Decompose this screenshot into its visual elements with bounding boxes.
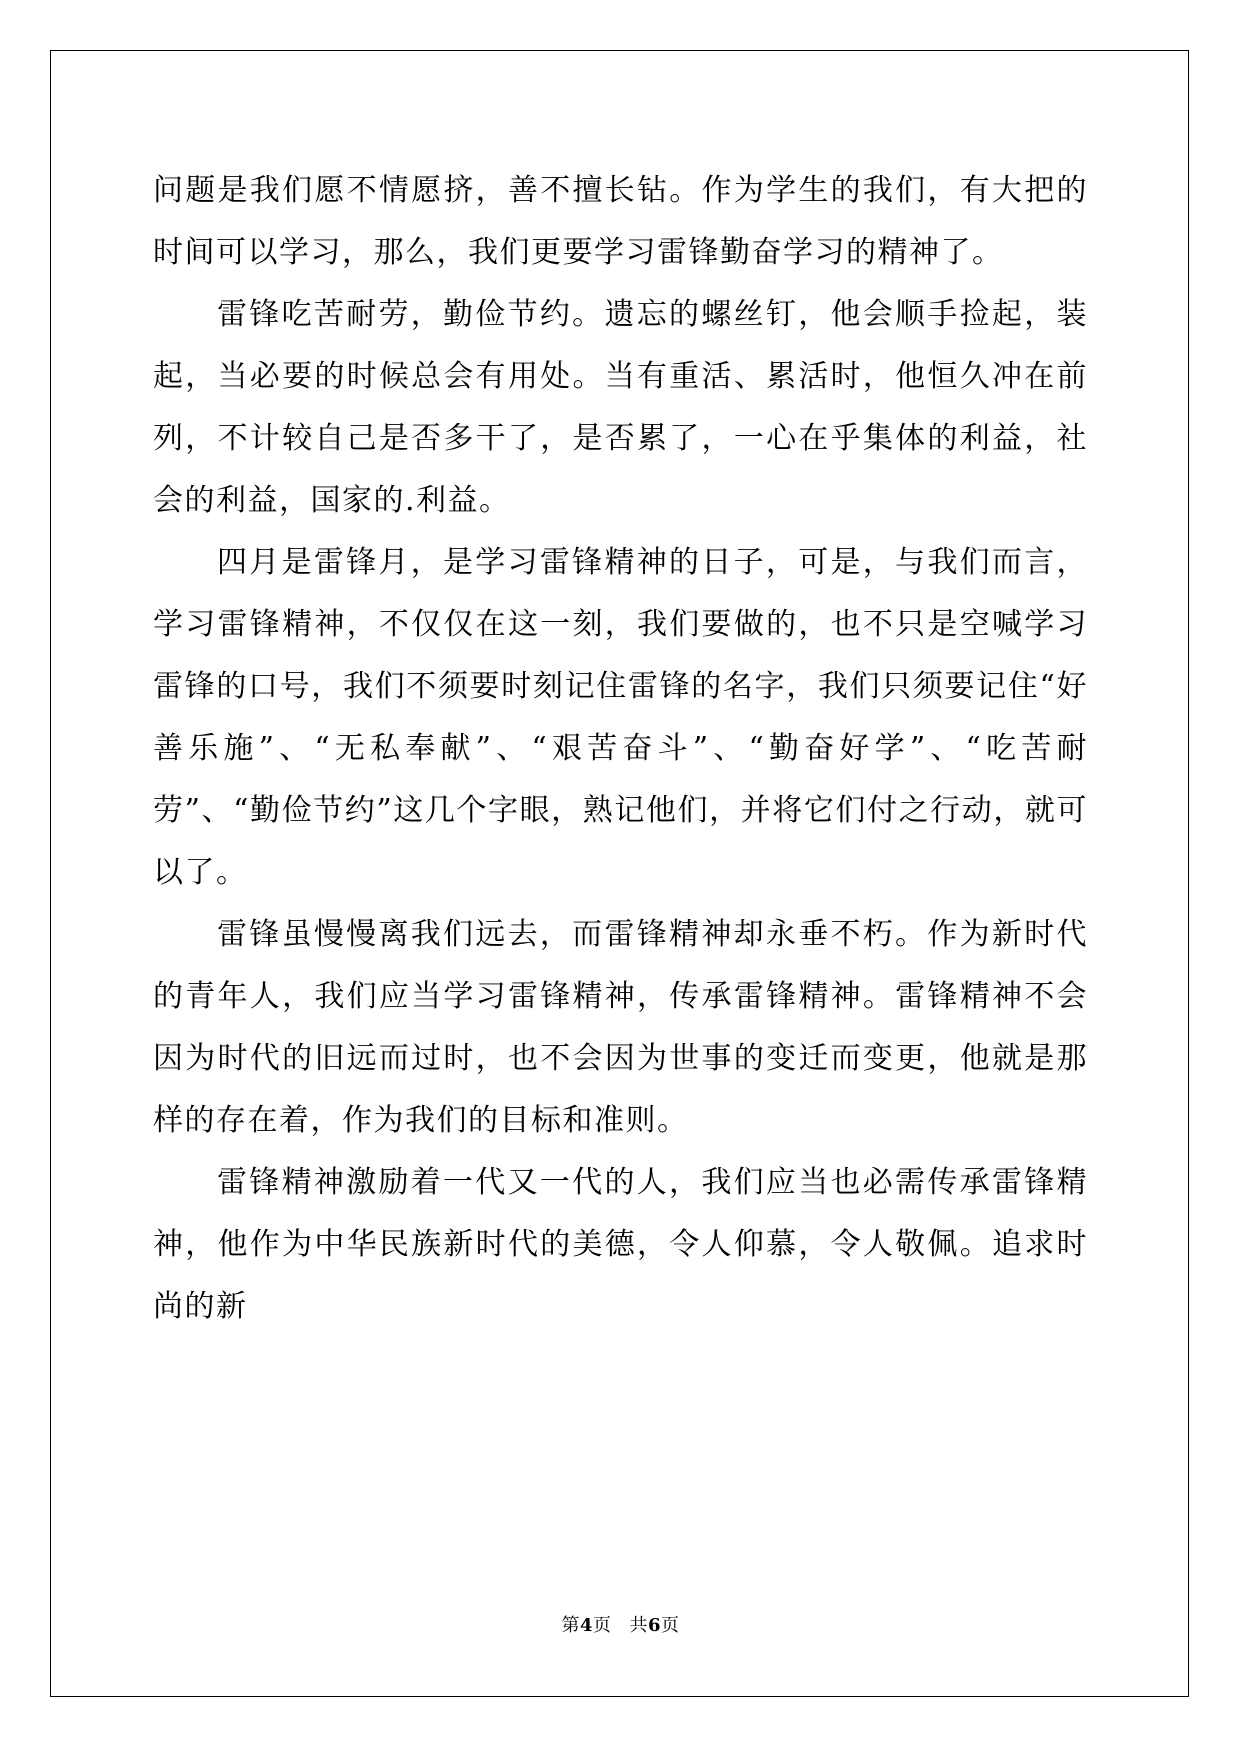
total-label-prefix: 共	[629, 1615, 648, 1636]
total-label-suffix: 页	[661, 1615, 680, 1636]
page-label-suffix: 页	[593, 1615, 612, 1636]
paragraph-3: 四月是雷锋月，是学习雷锋精神的日子，可是，与我们而言，学习雷锋精神，不仅仅在这一刻，我们要做的，也不只是空喊学习雷锋的口号，我们不须要时刻记住雷锋的名字，我们只须要记住“好善乐施”、“无私奉献”、“艰苦奋斗”、“勤奋好学”、“吃苦耐劳”、“勤俭节约”这几个字眼，熟记他们，并将它们付之行动，就可以了。	[153, 545, 1088, 890]
page-footer	[0, 1614, 1241, 1638]
page-label-prefix: 第	[561, 1615, 580, 1636]
current-page-number: 4	[579, 1615, 593, 1636]
document-body	[153, 160, 1088, 1338]
paragraph-1: 问题是我们愿不情愿挤，善不擅长钻。作为学生的我们，有大把的时间可以学习，那么，我们更要学习雷锋勤奋学习的精神了。	[153, 173, 1088, 270]
paragraph-5: 雷锋精神激励着一代又一代的人，我们应当也必需传承雷锋精神，他作为中华民族新时代的美德，令人仰慕，令人敬佩。追求时尚的新	[153, 1165, 1088, 1324]
paragraph-2: 雷锋吃苦耐劳，勤俭节约。遗忘的螺丝钉，他会顺手捡起，装起，当必要的时候总会有用处。当有重活、累活时，他恒久冲在前列，不计较自己是否多干了，是否累了，一心在乎集体的利益，社会的利益，国家的.利益。	[153, 297, 1088, 518]
paragraph-4: 雷锋虽慢慢离我们远去，而雷锋精神却永垂不朽。作为新时代的青年人，我们应当学习雷锋精神，传承雷锋精神。雷锋精神不会因为时代的旧远而过时，也不会因为世事的变迁而变更，他就是那样的存在着，作为我们的目标和准则。	[153, 917, 1088, 1138]
total-pages-number: 6	[648, 1615, 662, 1636]
